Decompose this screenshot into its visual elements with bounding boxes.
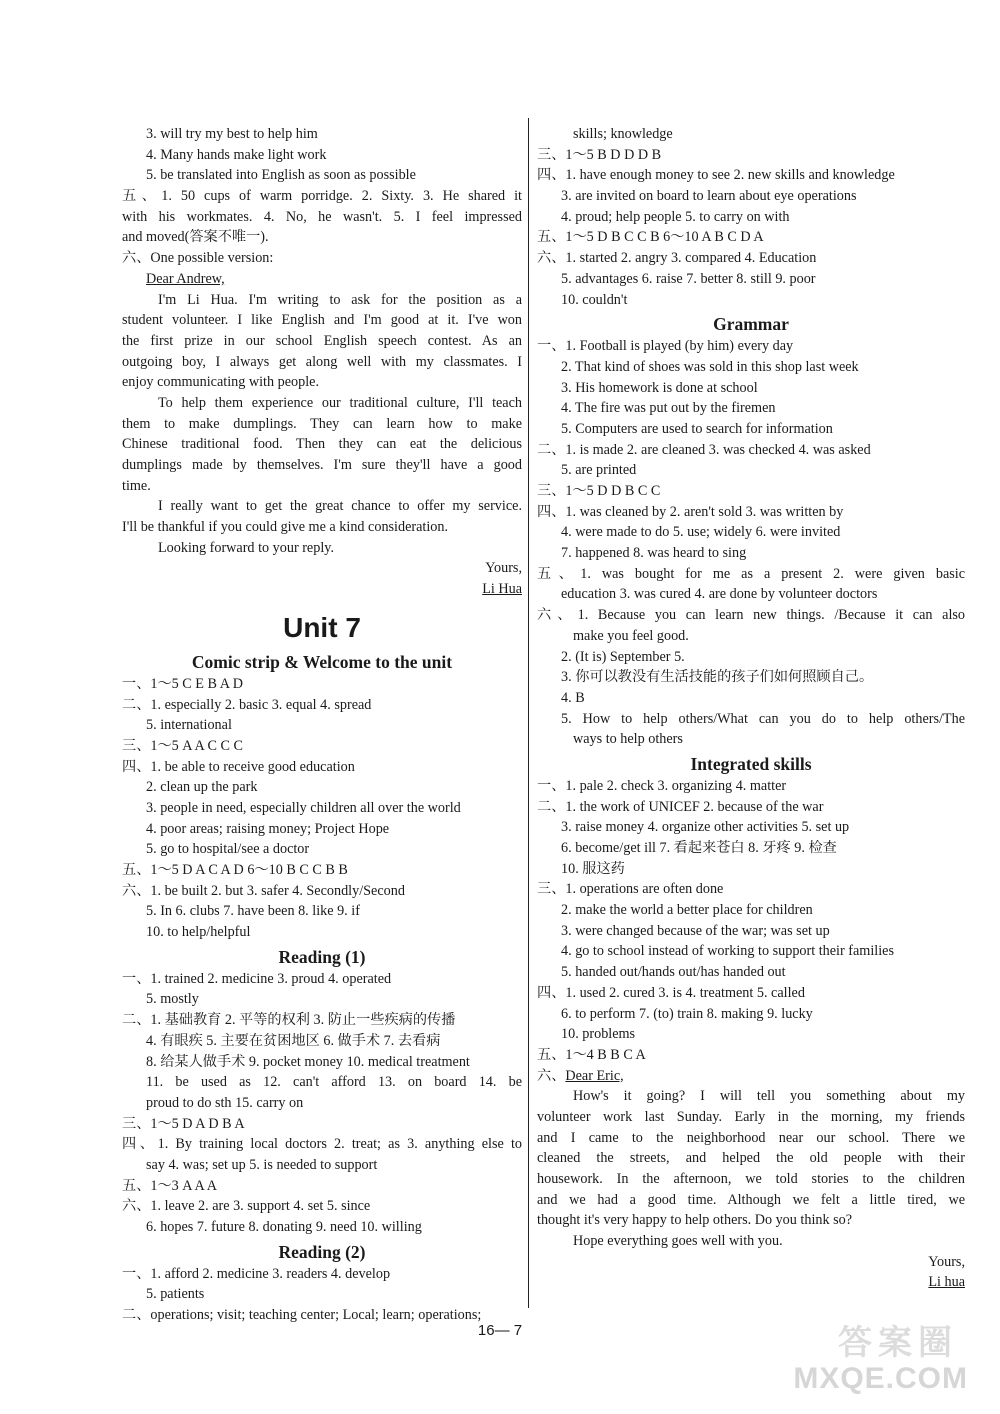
- answer-line: and we had a good time. Although we felt a little tired, we: [537, 1191, 965, 1208]
- answer-line: 五、1. 50 cups of warm porridge. 2. Sixty. 3. He shared it: [122, 188, 522, 205]
- answer-line: 四、1. By training local doctors 2. treat; as 3. anything else to: [122, 1136, 522, 1153]
- answer-line: 四、1. was cleaned by 2. aren't sold 3. was written by: [537, 503, 844, 520]
- answer-line: 4. proud; help people 5. to carry on with: [561, 208, 790, 225]
- answer-line: and moved(答案不唯一).: [122, 229, 269, 246]
- answer-line: 六、1. leave 2. are 3. support 4. set 5. since: [122, 1198, 371, 1215]
- answer-line: I really want to get the great chance to offer my service.: [158, 498, 522, 515]
- answer-line: 六、One possible version:: [122, 250, 274, 267]
- answer-line: 三、1～5 B D D D B: [537, 146, 662, 163]
- section-heading: Grammar: [713, 314, 789, 335]
- page-number: 16— 7: [477, 1322, 523, 1339]
- answer-line: 六、1. Because you can learn new things. /Because it can also: [537, 607, 965, 624]
- answer-line: Yours,: [485, 560, 522, 577]
- answer-line: 六、1. started 2. angry 3. compared 4. Education: [537, 250, 817, 267]
- answer-line: Li Hua: [482, 581, 522, 598]
- answer-line: 五、1. was bought for me as a present 2. were given basic: [537, 565, 965, 582]
- answer-line: Chinese traditional food. Then they can eat the delicious: [122, 436, 522, 453]
- answer-line: 6. become/get ill 7. 看起来苍白 8. 牙疼 9. 检查: [561, 840, 837, 856]
- answer-line: 二、1. is made 2. are cleaned 3. was checked 4. was asked: [537, 441, 871, 458]
- answer-line: 五、1～5 D A C A D 6～10 B C C B B: [122, 862, 348, 878]
- section-heading: Comic strip & Welcome to the unit: [191, 651, 453, 672]
- answer-line: 8. 给某人做手术 9. pocket money 10. medical treatment: [146, 1053, 470, 1070]
- answer-line: outgoing boy, I always get along well with my classmates. I: [122, 353, 522, 370]
- answer-line: 一、1. pale 2. check 3. organizing 4. matter: [537, 777, 787, 794]
- unit-heading: Unit 7: [283, 611, 361, 643]
- answer-line: 4. 有眼疾 5. 主要在贫困地区 6. 做手术 7. 去看病: [146, 1032, 441, 1049]
- answer-line: 4. go to school instead of working to support their families: [561, 943, 894, 960]
- answer-line: 二、1. the work of UNICEF 2. because of the war: [537, 798, 824, 815]
- answer-line: volunteer work last Sunday. Early in the morning, my friends: [537, 1108, 965, 1125]
- answer-line: 5. patients: [146, 1286, 205, 1303]
- answer-line: ways to help others: [573, 731, 683, 748]
- answer-line: 4. The fire was put out by the firemen: [561, 400, 776, 417]
- answer-line: time.: [122, 477, 151, 494]
- answer-line: 3. were changed because of the war; was set up: [561, 922, 830, 939]
- answer-line: 一、1. Football is played (by him) every day: [537, 338, 794, 355]
- answer-line: 5. In 6. clubs 7. have been 8. like 9. if: [146, 903, 360, 920]
- answer-line: To help them experience our traditional culture, I'll teach: [158, 394, 522, 411]
- answer-line: I'm Li Hua. I'm writing to ask for the position as a: [158, 291, 522, 308]
- answer-line: the first prize in our school English speech contest. As an: [122, 332, 522, 349]
- answer-line: Li hua: [928, 1274, 965, 1291]
- answer-line: make you feel good.: [573, 627, 689, 644]
- answer-line: student volunteer. I like English and I'm good at it. I've won: [122, 312, 522, 329]
- answer-line: 一、1～5 C E B A D: [122, 675, 244, 692]
- answer-line: 2. clean up the park: [146, 779, 258, 796]
- answer-line: 2. (It is) September 5.: [561, 648, 685, 665]
- answer-line: 三、1. operations are often done: [537, 881, 724, 898]
- answer-line: 3. 你可以教没有生活技能的孩子们如何照顾自己。: [561, 669, 874, 686]
- answer-line: 5. Computers are used to search for information: [561, 420, 833, 437]
- answer-line: 5. advantages 6. raise 7. better 8. still 9. poor: [561, 270, 816, 287]
- answer-line: skills; knowledge: [573, 126, 673, 142]
- answer-line: 5. How to help others/What can you do to help others/The: [561, 710, 965, 727]
- answer-line: 10. to help/helpful: [146, 924, 251, 941]
- answer-line: 4. poor areas; raising money; Project Hope: [146, 820, 390, 837]
- answer-line: 3. will try my best to help him: [146, 126, 318, 142]
- answer-line: 3. are invited on board to learn about eye operations: [561, 188, 857, 205]
- answer-line: education 3. was cured 4. are done by volunteer doctors: [561, 586, 878, 603]
- answer-line: 10. couldn't: [561, 291, 628, 308]
- watermark-logo: [776, 1324, 986, 1404]
- answer-line: 6. to perform 7. (to) train 8. making 9. lucky: [561, 1005, 813, 1022]
- answer-line: I'll be thankful if you could give me a kind consideration.: [122, 519, 449, 536]
- column-divider: [528, 118, 529, 1308]
- answer-line: 4. B: [561, 689, 585, 706]
- answer-line: 五、1～4 B B C A: [537, 1046, 646, 1063]
- answer-line: 7. happened 8. was heard to sing: [561, 545, 747, 562]
- answer-line: 三、1～5 D A D B A: [122, 1115, 245, 1132]
- answer-line: 二、1. especially 2. basic 3. equal 4. spread: [122, 696, 372, 713]
- answer-line: say 4. was; set up 5. is needed to support: [146, 1156, 378, 1173]
- answer-line: 4. Many hands make light work: [146, 146, 327, 163]
- answer-line: 10. 服这药: [561, 860, 625, 877]
- answer-line: 二、1. 基础教育 2. 平等的权利 3. 防止一些疾病的传播: [122, 1012, 456, 1029]
- answer-line: How's it going? I will tell you something about my: [573, 1088, 965, 1105]
- answer-line: proud to do sth 15. carry on: [146, 1094, 304, 1111]
- answer-line: Hope everything goes well with you.: [573, 1233, 783, 1250]
- section-heading: Reading (1): [278, 946, 366, 967]
- answer-line: 3. His homework is done at school: [561, 379, 758, 396]
- answer-line: 5. handed out/hands out/has handed out: [561, 964, 786, 981]
- answer-line: 四、1. have enough money to see 2. new skills and knowledge: [537, 167, 895, 184]
- answer-line: cleaned the streets, and helped the old people with their: [537, 1150, 965, 1167]
- answer-line: 5. international: [146, 717, 232, 734]
- answer-line: 10. problems: [561, 1026, 636, 1043]
- answer-line: with his workmates. 4. No, he wasn't. 5. I feel impressed: [122, 208, 522, 225]
- answer-line: 四、1. be able to receive good education: [122, 758, 355, 775]
- watermark-url: MXQE.COM: [793, 1362, 968, 1395]
- answer-line: 5. go to hospital/see a doctor: [146, 841, 310, 858]
- answer-line: 6. hopes 7. future 8. donating 9. need 10. willing: [146, 1219, 422, 1235]
- answer-line: 11. be used as 12. can't afford 13. on board 14. be: [146, 1074, 522, 1091]
- answer-line: housework. In the afternoon, we told stories to the children: [537, 1171, 965, 1187]
- answer-line: 二、operations; visit; teaching center; Local; learn; operations;: [122, 1307, 482, 1324]
- answer-line: 五、1～3 A A A: [122, 1177, 217, 1194]
- answer-line: Looking forward to your reply.: [158, 539, 334, 556]
- answer-line: enjoy communicating with people.: [122, 374, 320, 391]
- section-heading: Reading (2): [278, 1241, 366, 1262]
- answer-line: 5. are printed: [561, 462, 637, 479]
- answer-line: 2. make the world a better place for children: [561, 902, 813, 919]
- answer-line: 四、1. used 2. cured 3. is 4. treatment 5. called: [537, 984, 805, 1001]
- answer-line: 三、1～5 D D B C C: [537, 483, 661, 499]
- section-heading: Integrated skills: [690, 753, 812, 774]
- answer-line: 2. That kind of shoes was sold in this shop last week: [561, 358, 859, 375]
- answer-line: 五、1～5 D B C C B 6～10 A B C D A: [537, 229, 764, 246]
- answer-line: 一、1. trained 2. medicine 3. proud 4. operated: [122, 970, 392, 987]
- answer-line: Dear Andrew,: [146, 270, 225, 287]
- answer-line: dumplings made by themselves. I'm sure they'll have a good: [122, 457, 522, 473]
- answer-line: 3. people in need, especially children all over the world: [146, 799, 461, 816]
- answer-line: them to make dumplings. They can learn how to make: [122, 415, 522, 432]
- left-column: [122, 124, 522, 1326]
- answer-line: 5. mostly: [146, 991, 199, 1008]
- right-column: [537, 124, 965, 1293]
- answer-line: 3. raise money 4. organize other activities 5. set up: [561, 819, 850, 836]
- answer-line: 一、1. afford 2. medicine 3. readers 4. develop: [122, 1265, 391, 1282]
- answer-line: Yours,: [928, 1253, 965, 1270]
- answer-line: 三、1～5 A A C C C: [122, 737, 244, 754]
- answer-line: 六、Dear Eric,: [537, 1067, 624, 1084]
- answer-line: and I came to the neighborhood near our school. There we: [537, 1129, 965, 1146]
- answer-line: 六、1. be built 2. but 3. safer 4. Secondly/Second: [122, 882, 405, 899]
- answer-line: 4. were made to do 5. use; widely 6. were invited: [561, 524, 841, 541]
- watermark-chinese: 答案圈: [838, 1323, 958, 1363]
- answer-line: thought it's very happy to help others. Do you think so?: [537, 1212, 853, 1229]
- answer-line: 5. be translated into English as soon as possible: [146, 167, 416, 184]
